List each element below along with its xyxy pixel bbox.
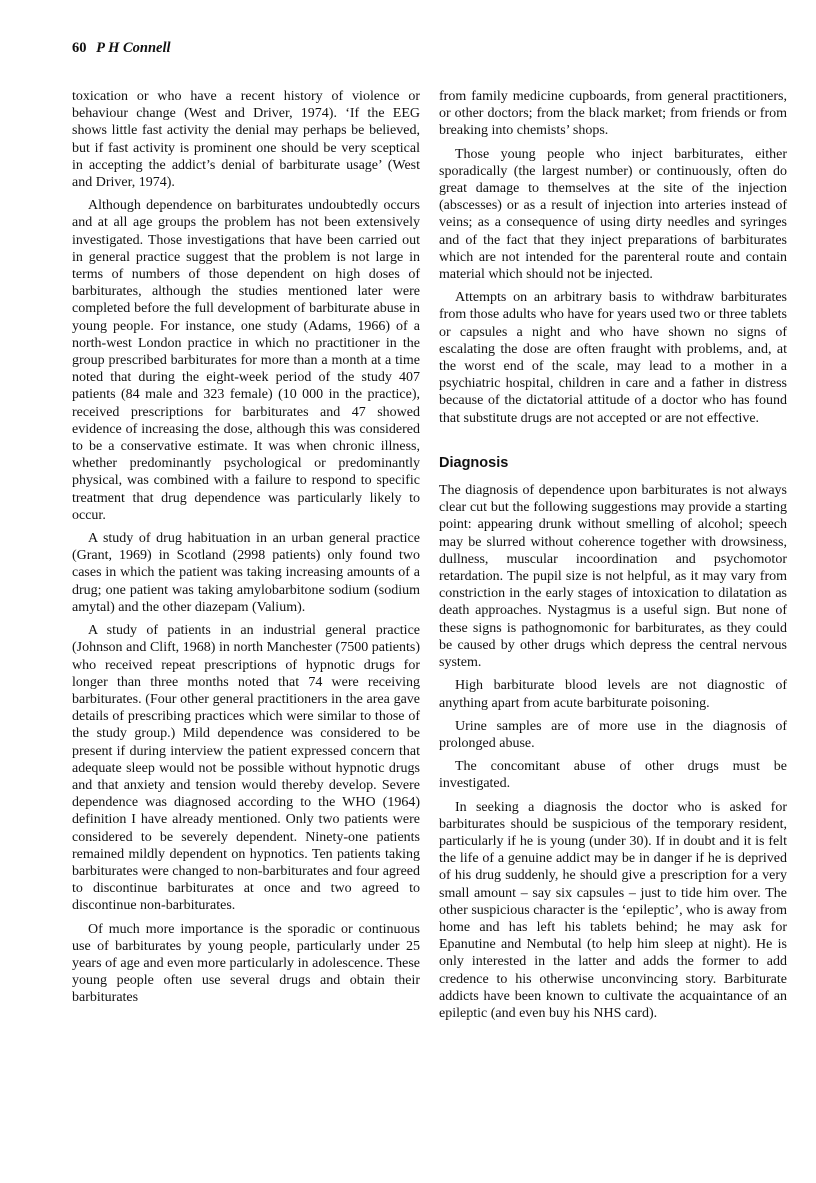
- paragraph: Urine samples are of more use in the diagnosis of prolonged abuse.: [439, 718, 787, 751]
- page-number: 60: [72, 40, 87, 56]
- paragraph: A study of patients in an industrial general practice (Johnson and Clift, 1968) in north Manchester (7500 patients) who received repeat prescriptions of hypnotic drugs for longer than three months noted that 74 were receiving barbiturates. (Four other general practitioners in the area gave details of prescribing practices which were similar to those of the study group.) Mild dependence was considered to be present if during interview the patient expressed concern that adequate sleep would not be possible without hypnotic drugs and that anxiety and tension would thereby develop. Severe dependence was diagnosed according to the WHO (1964) definition I have already mentioned. Only two patients were considered to be severely dependent. Ninety-one patients remained mildly dependent on hypnotics. Ten patients taking barbiturates were changed to non-barbiturates and four agreed to discontinue barbiturates at once and two agreed to discontinue non-barbiturates.: [72, 623, 420, 914]
- paragraph: The diagnosis of dependence upon barbiturates is not always clear cut but the following suggestions may provide a starting point: appearing drunk without smelling of alcohol; speech may be slurred without coherence together with drowsiness, dullness, muscular incoordination and psychomotor retardation. The pupil size is not helpful, as it may vary from constriction in the early stages of intoxication to dilatation as death approaches. Nystagmus is a useful sign. But none of these signs is pathognomonic for barbiturates, as they could be caused by other drugs which depress the central nervous system.: [439, 483, 787, 671]
- paragraph: Attempts on an arbitrary basis to withdraw barbiturates from those adults who have for years used two or three tablets or capsules a night and who have shown no signs of escalating the dose are often fraught with problems, and, at the worst end of the scale, may lead to a mother in a psychiatric hospital, children in care and a father in distress because of the dictatorial attitude of a doctor who has found that substitute drugs are not accepted or are not effective.: [439, 290, 787, 426]
- section-heading-diagnosis: Diagnosis: [439, 454, 509, 471]
- author-name: P H Connell: [96, 40, 171, 56]
- paragraph: High barbiturate blood levels are not diagnostic of anything apart from acute barbiturate poisoning.: [439, 678, 787, 711]
- paragraph: Those young people who inject barbiturates, either sporadically (the largest number) or continuously, often do great damage to themselves at the site of the injection (abscesses) or as a result of injection into arteries instead of veins; as a consequence of using dirty needles and syringes and of the fact that they inject preparations of barbiturates which are not intended for the parenteral route and contain material which should not be injected.: [439, 146, 787, 283]
- left-column: [72, 88, 420, 1013]
- paragraph: Although dependence on barbiturates undoubtedly occurs and at all age groups the problem has not been extensively investigated. Those investigations that have been carried out in general practice suggest that the problem is not large in terms of numbers of those dependent on high doses of barbiturates, although the studies mentioned later were completed before the full development of barbiturate abuse in young people. For instance, one study (Adams, 1966) of a north-west London practice in which no practitioner in the group prescribed barbiturates for more than a month at a time noted that during the eight-week period of the study 407 patients (84 male and 323 female) (10 000 in the practice), received prescriptions for barbiturates and 47 showed evidence of increasing the dose, although this was considered to be a conservative estimate. It was when chronic illness, whether predominantly psychological or predominantly physical, was combined with a failure to respond to specific treatment that drug dependence was particularly likely to occur.: [72, 198, 420, 523]
- paragraph: The concomitant abuse of other drugs must be investigated.: [439, 759, 787, 792]
- paragraph: Of much more importance is the sporadic or continuous use of barbiturates by young people, particularly under 25 years of age and even more particularly in adolescence. These young people often use several drugs and obtain their barbiturates: [72, 921, 420, 1006]
- right-column: [439, 88, 787, 1028]
- paragraph: toxication or who have a recent history of violence or behaviour change (West and Driver, 1974). ‘If the EEG shows little fast activity the denial may perhaps be believed, but if fast activity is prominent one should be very sceptical in accepting the addict’s denial of barbiturate usage’ (West and Driver, 1974).: [72, 89, 420, 191]
- paragraph: In seeking a diagnosis the doctor who is asked for barbiturates should be suspicious of the temporary resident, particularly if he is young (under 30). If in doubt and it is felt the life of a genuine addict may be in danger if he is deprived of his drug suddenly, he should give a prescription for a very small amount – say six capsules – just to tide him over. The other suspicious character is the ‘epileptic’, who is away from home and has left his tablets behind; he may ask for Epanutine and Nembutal (to help him sleep at night). He is only interested in the latter and adds the former to add credence to his otherwise unconvincing story. Barbiturate addicts have been known to cultivate the acquaintance of an epileptic (and even buy his NHS card).: [439, 799, 787, 1021]
- paragraph: A study of drug habituation in an urban general practice (Grant, 1969) in Scotland (2998 patients) only found two cases in which the patient was taking increasing amounts of a drug; one patient was taking amylobarbitone sodium (sodium amytal) and the other diazepam (Valium).: [72, 531, 420, 615]
- running-head: [72, 40, 171, 57]
- paragraph: from family medicine cupboards, from general practitioners, or other doctors; from the black market; from friends or from breaking into chemists’ shops.: [439, 89, 787, 139]
